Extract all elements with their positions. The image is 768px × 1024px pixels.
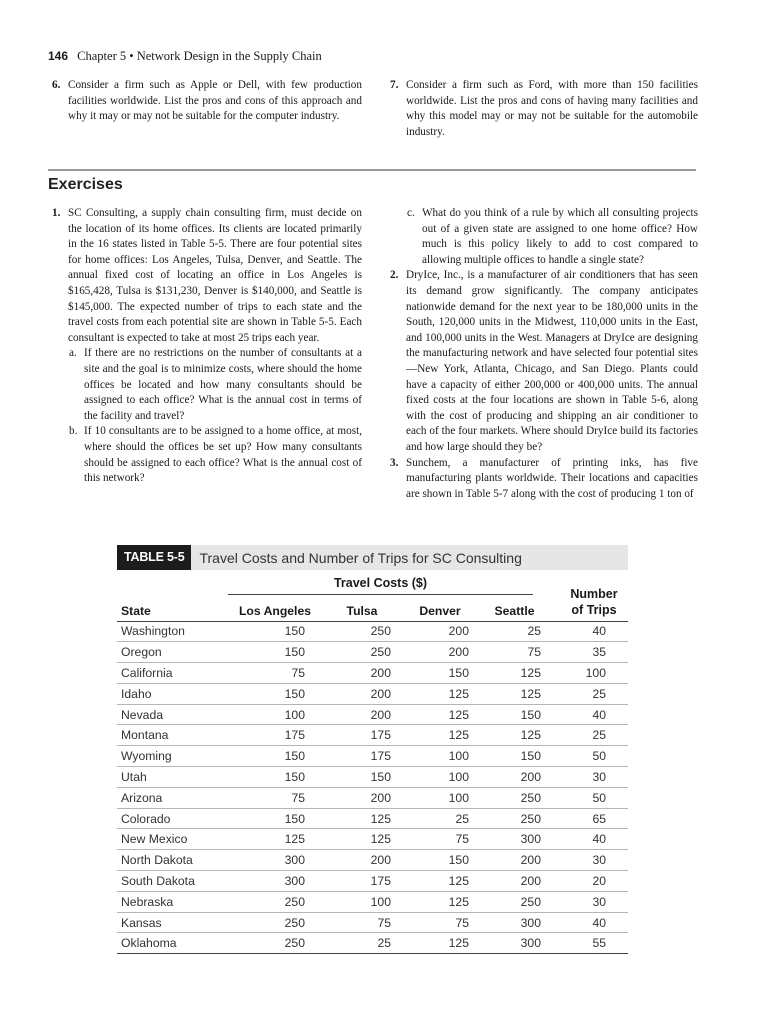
table-row [117,933,628,954]
cell-seattle: 25 [479,621,550,642]
cell-state: Nebraska [117,891,227,912]
cell-seattle: 200 [479,767,550,788]
cell-tulsa: 125 [323,808,401,829]
cell-denver: 200 [401,621,479,642]
cell-denver: 125 [401,725,479,746]
cell-los-angeles: 150 [227,621,323,642]
trips-header-line-1: Number [570,587,618,601]
table-row [117,746,628,767]
cell-trips: 55 [550,933,628,954]
question-7 [386,78,698,140]
table-row [117,787,628,808]
cell-trips: 25 [550,725,628,746]
table-row [117,891,628,912]
exercise-text: Sunchem, a manufacturer of printing inks, has five manufacturing plants worldwide. Their locations and capacities are shown in Table 5-7 along with the cost of producing 1 ton of [406,456,698,500]
cell-los-angeles: 250 [227,891,323,912]
cell-trips: 40 [550,912,628,933]
cell-trips: 100 [550,663,628,684]
cell-seattle: 300 [479,829,550,850]
cell-trips: 35 [550,642,628,663]
cell-los-angeles: 250 [227,933,323,954]
cell-trips: 65 [550,808,628,829]
table-row [117,683,628,704]
cell-tulsa: 200 [323,683,401,704]
exercise-1b [48,424,362,486]
cell-state: Colorado [117,808,227,829]
column-header-seattle: Seattle [479,601,550,621]
cell-seattle: 150 [479,746,550,767]
cell-denver: 100 [401,746,479,767]
exercise-text: SC Consulting, a supply chain consulting firm, must decide on the location of its home offices. Its clients are located primarily in the 16 states listed in Table 5-5. There are four potential sites for home offices: Los Angeles, Tulsa, Denver, and Seattle. The annual fixed cost of locating an office in Los Angeles is $165,428, Tulsa is $131,230, Denver is $140,000, and Seattle is $145,000. The expected number of trips to each state and the travel costs from each potential site are shown in Table 5-5. Each consultant is expected to take at most 25 trips each year. [68,207,362,344]
cell-state: Oklahoma [117,933,227,954]
cell-tulsa: 200 [323,850,401,871]
trips-header-line-2: of Trips [571,603,617,617]
cell-seattle: 200 [479,850,550,871]
table-row [117,808,628,829]
table-row [117,767,628,788]
cell-los-angeles: 150 [227,808,323,829]
sub-item-letter: b. [69,425,78,438]
cell-los-angeles: 100 [227,704,323,725]
cell-trips: 50 [550,746,628,767]
cell-los-angeles: 300 [227,850,323,871]
table-row [117,642,628,663]
cell-seattle: 125 [479,725,550,746]
cell-los-angeles: 75 [227,787,323,808]
chapter-title: Chapter 5 • Network Design in the Supply Chain [77,49,322,63]
exercise-number: 1. [52,207,61,219]
column-header-los-angeles: Los Angeles [227,601,323,621]
cell-seattle: 200 [479,871,550,892]
cell-tulsa: 175 [323,871,401,892]
table-title-bar [117,545,628,570]
sub-item-text: What do you think of a rule by which all consulting projects out of a given state are assigned to one home office? How much is this policy likely to add to cost compared to allowing multiple offices to handle a single state? [422,207,698,266]
table-row [117,704,628,725]
question-text: Consider a firm such as Apple or Dell, with few production facilities worldwide. List the pros and cons of this approach and why it may or may not be suitable for the computer industry. [68,79,362,123]
cell-state: Nevada [117,704,227,725]
question-number: 7. [390,79,399,91]
cell-tulsa: 200 [323,787,401,808]
table-row [117,829,628,850]
cell-denver: 125 [401,933,479,954]
page-number: 146 [48,49,69,63]
cell-los-angeles: 150 [227,683,323,704]
cell-los-angeles: 150 [227,642,323,663]
cell-denver: 125 [401,683,479,704]
sub-item-text: If there are no restrictions on the number of consultants at a site and the goal is to minimize costs, where should the home offices be located and how many consultants should be assigned to each office? What is the annual cost in terms of the facility and travel? [84,347,362,422]
sub-item-letter: c. [407,207,415,219]
cell-seattle: 300 [479,933,550,954]
cell-denver: 125 [401,871,479,892]
table-row [117,912,628,933]
cell-tulsa: 175 [323,725,401,746]
table-caption: Travel Costs and Number of Trips for SC Consulting [199,549,522,566]
cell-denver: 25 [401,808,479,829]
question-6 [48,78,362,125]
exercise-number: 3. [390,456,399,469]
column-header-state: State [117,601,227,621]
cell-denver: 75 [401,912,479,933]
table-badge: TABLE 5-5 [117,545,191,570]
exercise-1c [386,206,698,268]
cell-los-angeles: 75 [227,663,323,684]
travel-costs-table [117,601,628,954]
cell-denver: 200 [401,642,479,663]
cell-seattle: 125 [479,663,550,684]
column-header-tulsa: Tulsa [323,601,401,621]
cell-trips: 40 [550,829,628,850]
cell-seattle: 125 [479,683,550,704]
exercises-heading: Exercises [48,176,123,193]
cell-state: New Mexico [117,829,227,850]
cell-tulsa: 100 [323,891,401,912]
table-header-row [117,601,628,621]
question-number: 6. [52,79,61,91]
cell-tulsa: 75 [323,912,401,933]
group-header-rule [228,594,533,595]
sub-item-text: If 10 consultants are to be assigned to a home office, at most, where should the offices be set up? How many consultants should be assigned to each office? What is the annual cost of this network? [84,425,362,485]
question-text: Consider a firm such as Ford, with more than 150 facilities worldwide. List the pros and cons of having many facilities and why this model may or may not be suitable for the automobile industry. [406,79,698,138]
table-row [117,850,628,871]
cell-los-angeles: 150 [227,746,323,767]
column-header-trips-spacer [550,601,628,621]
cell-seattle: 150 [479,704,550,725]
cell-state: Idaho [117,683,227,704]
cell-los-angeles: 150 [227,767,323,788]
cell-denver: 125 [401,891,479,912]
cell-seattle: 250 [479,891,550,912]
cell-trips: 30 [550,767,628,788]
section-divider [48,169,696,171]
travel-costs-group-header: Travel Costs ($) [333,576,428,590]
table-row [117,871,628,892]
cell-state: Washington [117,621,227,642]
cell-seattle: 250 [479,808,550,829]
cell-trips: 50 [550,787,628,808]
exercise-1 [48,206,362,346]
table-row [117,663,628,684]
cell-trips: 20 [550,871,628,892]
cell-trips: 30 [550,891,628,912]
cell-state: South Dakota [117,871,227,892]
cell-los-angeles: 250 [227,912,323,933]
cell-state: Wyoming [117,746,227,767]
cell-seattle: 75 [479,642,550,663]
exercise-text: DryIce, Inc., is a manufacturer of air conditioners that has seen its demand grow significantly. The company anticipates nationwide demand for the next year to be 180,000 units in the South, 120,000 units in the Midwest, 110,000 units in the East, and 100,000 units in the West. Managers at DryIce are designing the manufacturing network and have selected four potential sites—New York, Atlanta, Chicago, and San Diego. Plants could have a capacity of either 200,000 or 400,000 units. The annual fixed costs at the four locations are shown in Table 5-6, along with the cost of producing and shipping an air conditioner to each of the four markets. Where should DryIce build its factories and how large should they be? [406,269,698,453]
cell-state: Utah [117,767,227,788]
cell-trips: 25 [550,683,628,704]
cell-los-angeles: 175 [227,725,323,746]
exercise-1a [48,346,362,424]
cell-tulsa: 250 [323,621,401,642]
exercise-2 [386,268,698,455]
cell-tulsa: 250 [323,642,401,663]
cell-tulsa: 25 [323,933,401,954]
cell-denver: 100 [401,787,479,808]
cell-trips: 40 [550,704,628,725]
exercises-left-column [48,206,362,487]
cell-seattle: 250 [479,787,550,808]
cell-denver: 150 [401,850,479,871]
cell-trips: 40 [550,621,628,642]
cell-state: North Dakota [117,850,227,871]
table-row [117,621,628,642]
cell-tulsa: 175 [323,746,401,767]
cell-tulsa: 200 [323,704,401,725]
cell-denver: 125 [401,704,479,725]
cell-trips: 30 [550,850,628,871]
exercise-number: 2. [390,269,399,282]
running-header [48,49,322,64]
cell-seattle: 300 [479,912,550,933]
cell-state: Arizona [117,787,227,808]
exercises-right-column [386,206,698,502]
cell-state: Oregon [117,642,227,663]
cell-tulsa: 150 [323,767,401,788]
cell-tulsa: 125 [323,829,401,850]
table-body [117,621,628,954]
cell-state: Kansas [117,912,227,933]
column-header-denver: Denver [401,601,479,621]
sub-item-letter: a. [69,347,77,360]
cell-denver: 75 [401,829,479,850]
cell-denver: 100 [401,767,479,788]
cell-tulsa: 200 [323,663,401,684]
cell-state: Montana [117,725,227,746]
cell-denver: 150 [401,663,479,684]
exercise-3 [386,456,698,503]
cell-los-angeles: 125 [227,829,323,850]
cell-los-angeles: 300 [227,871,323,892]
table-row [117,725,628,746]
cell-state: California [117,663,227,684]
